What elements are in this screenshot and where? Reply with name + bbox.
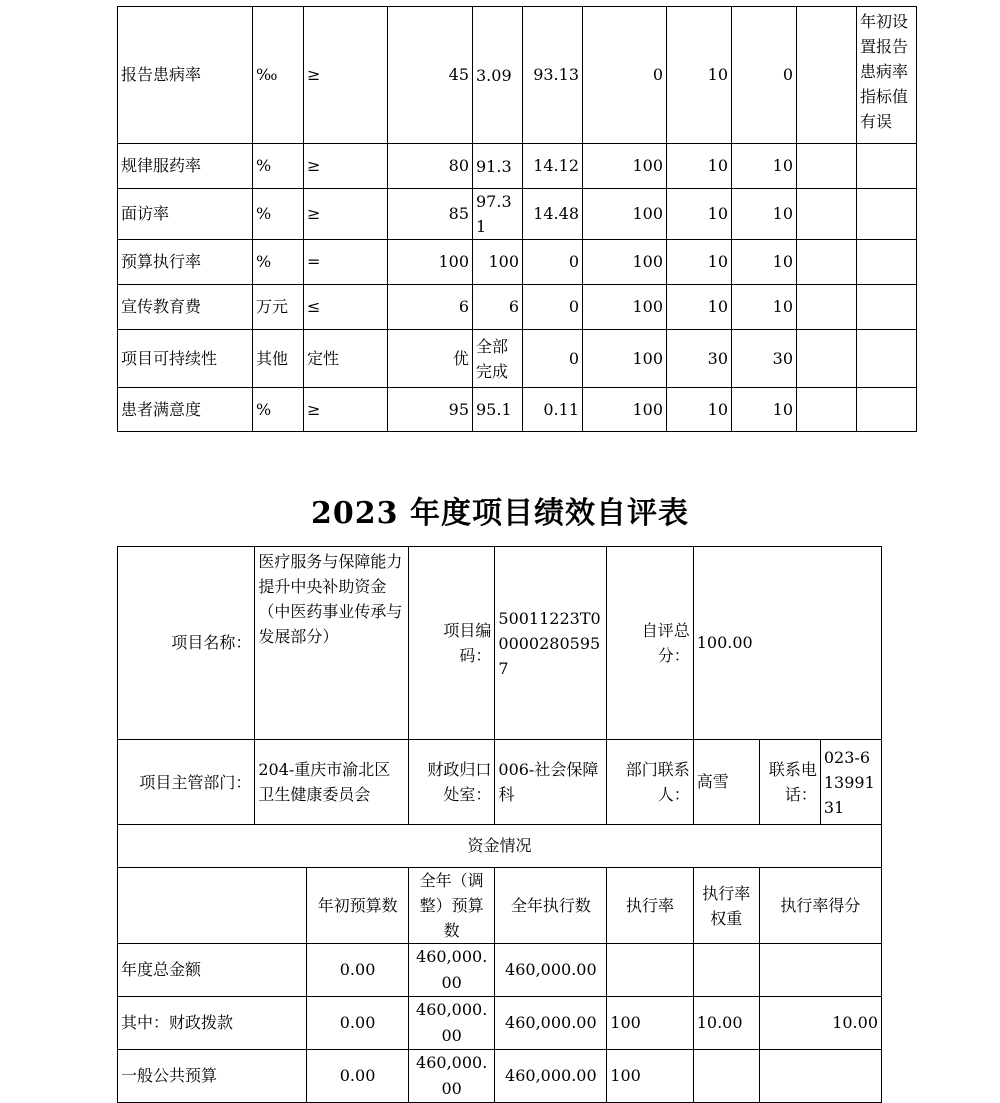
indicator-unit: % (253, 388, 304, 432)
indicator-note (857, 285, 917, 330)
indicator-operator: ≥ (304, 189, 388, 240)
contact-label: 部门联系人： (607, 740, 693, 825)
indicator-note (857, 144, 917, 189)
indicator-unit: ‰ (253, 7, 304, 144)
indicator-actual: 3.09 (473, 7, 523, 144)
indicator-deviation: 93.13 (523, 7, 583, 144)
dept-value: 204-重庆市渝北区卫生健康委员会 (255, 740, 409, 825)
indicator-name: 患者满意度 (118, 388, 253, 432)
indicator-completion: 100 (583, 189, 667, 240)
funds-header-score: 执行率得分 (759, 868, 881, 944)
indicator-score: 10 (732, 388, 797, 432)
indicator-completion: 100 (583, 285, 667, 330)
indicator-note: 年初设置报告患病率指标值有误 (857, 7, 917, 144)
indicator-unit: 其他 (253, 330, 304, 388)
funds-row-executed: 460,000.00 (495, 997, 607, 1050)
funds-row-score: 10.00 (759, 997, 881, 1050)
funds-row-initial: 0.00 (307, 997, 409, 1050)
indicator-row (118, 189, 917, 240)
funds-row-weight (693, 1050, 759, 1103)
indicator-weight: 10 (667, 7, 732, 144)
funds-header-executed: 全年执行数 (495, 868, 607, 944)
indicator-deviation: 0 (523, 285, 583, 330)
funds-section-label: 资金情况 (118, 825, 882, 868)
indicator-blank (797, 7, 857, 144)
project-name-value: 医疗服务与保障能力提升中央补助资金（中医药事业传承与发展部分） (255, 547, 409, 740)
indicator-completion: 0 (583, 7, 667, 144)
indicator-operator: 定性 (304, 330, 388, 388)
funds-row-score (759, 944, 881, 997)
funds-row-label: 年度总金额 (118, 944, 307, 997)
indicator-operator: ≥ (304, 7, 388, 144)
self-score-value: 100.00 (693, 547, 881, 740)
indicator-score: 10 (732, 240, 797, 285)
indicator-target: 95 (388, 388, 473, 432)
contact-value: 高雪 (693, 740, 759, 825)
funds-row-executed: 460,000.00 (495, 1050, 607, 1103)
indicator-operator: ≤ (304, 285, 388, 330)
funds-row-weight (693, 944, 759, 997)
indicator-score: 30 (732, 330, 797, 388)
indicator-name: 项目可持续性 (118, 330, 253, 388)
indicator-target: 6 (388, 285, 473, 330)
funds-row-adjusted: 460,000.00 (408, 997, 494, 1050)
indicator-deviation: 0 (523, 330, 583, 388)
indicator-row (118, 330, 917, 388)
indicator-name: 宣传教育费 (118, 285, 253, 330)
funds-row-adjusted: 460,000.00 (408, 1050, 494, 1103)
indicator-score: 10 (732, 144, 797, 189)
indicator-actual: 97.31 (473, 189, 523, 240)
self-evaluation-table (117, 546, 882, 1103)
indicator-weight: 30 (667, 330, 732, 388)
indicator-score: 10 (732, 189, 797, 240)
project-code-value: 50011223T000002805957 (495, 547, 607, 740)
funds-row-initial: 0.00 (307, 1050, 409, 1103)
funds-header-blank (118, 868, 307, 944)
indicator-deviation: 0.11 (523, 388, 583, 432)
self-score-label: 自评总分： (607, 547, 693, 740)
indicator-target: 85 (388, 189, 473, 240)
funds-row-label: 其中：财政拨款 (118, 997, 307, 1050)
indicator-row (118, 285, 917, 330)
indicator-unit: % (253, 144, 304, 189)
indicator-note (857, 240, 917, 285)
indicator-blank (797, 189, 857, 240)
funds-row-label: 一般公共预算 (118, 1050, 307, 1103)
indicator-row (118, 388, 917, 432)
funds-row-rate: 100 (607, 997, 693, 1050)
dept-label: 项目主管部门： (118, 740, 255, 825)
indicator-completion: 100 (583, 240, 667, 285)
indicator-note (857, 189, 917, 240)
page-title: 2023 年度项目绩效自评表 (311, 496, 689, 531)
finance-office-value: 006-社会保障科 (495, 740, 607, 825)
indicator-name: 报告患病率 (118, 7, 253, 144)
funds-row-initial: 0.00 (307, 944, 409, 997)
funds-row-rate (607, 944, 693, 997)
indicator-blank (797, 388, 857, 432)
indicator-target: 100 (388, 240, 473, 285)
indicator-unit: % (253, 189, 304, 240)
project-name-label: 项目名称： (118, 547, 255, 740)
indicator-target: 45 (388, 7, 473, 144)
indicator-weight: 10 (667, 240, 732, 285)
project-code-label: 项目编码： (408, 547, 494, 740)
indicator-deviation: 14.48 (523, 189, 583, 240)
funds-header-adjusted: 全年（调整）预算数 (408, 868, 494, 944)
funds-row-score (759, 1050, 881, 1103)
indicator-weight: 10 (667, 144, 732, 189)
indicator-score: 10 (732, 285, 797, 330)
indicator-name: 规律服药率 (118, 144, 253, 189)
indicator-deviation: 0 (523, 240, 583, 285)
funds-row-executed: 460,000.00 (495, 944, 607, 997)
indicator-blank (797, 285, 857, 330)
indicator-weight: 10 (667, 285, 732, 330)
funds-header-initial: 年初预算数 (307, 868, 409, 944)
funds-row-weight: 10.00 (693, 997, 759, 1050)
indicator-blank (797, 330, 857, 388)
indicator-completion: 100 (583, 388, 667, 432)
indicator-name: 预算执行率 (118, 240, 253, 285)
indicator-actual: 6 (473, 285, 523, 330)
indicator-actual: 95.1 (473, 388, 523, 432)
indicator-completion: 100 (583, 144, 667, 189)
indicator-completion: 100 (583, 330, 667, 388)
indicator-score: 0 (732, 7, 797, 144)
indicator-target: 80 (388, 144, 473, 189)
indicator-table (117, 6, 917, 432)
indicator-blank (797, 144, 857, 189)
indicator-unit: % (253, 240, 304, 285)
indicator-row (118, 240, 917, 285)
indicator-actual: 91.3 (473, 144, 523, 189)
indicator-note (857, 330, 917, 388)
indicator-weight: 10 (667, 189, 732, 240)
indicator-row (118, 7, 917, 144)
indicator-operator: ≥ (304, 144, 388, 189)
funds-row-adjusted: 460,000.00 (408, 944, 494, 997)
finance-office-label: 财政归口处室： (408, 740, 494, 825)
indicator-deviation: 14.12 (523, 144, 583, 189)
indicator-actual: 全部完成 (473, 330, 523, 388)
indicator-operator: = (304, 240, 388, 285)
indicator-operator: ≥ (304, 388, 388, 432)
indicator-blank (797, 240, 857, 285)
funds-header-weight: 执行率权重 (693, 868, 759, 944)
funds-row-rate: 100 (607, 1050, 693, 1103)
indicator-target: 优 (388, 330, 473, 388)
phone-label: 联系电话： (759, 740, 820, 825)
indicator-actual: 100 (473, 240, 523, 285)
indicator-note (857, 388, 917, 432)
indicator-unit: 万元 (253, 285, 304, 330)
phone-value: 023-61399131 (820, 740, 881, 825)
indicator-weight: 10 (667, 388, 732, 432)
funds-header-rate: 执行率 (607, 868, 693, 944)
indicator-row (118, 144, 917, 189)
indicator-name: 面访率 (118, 189, 253, 240)
